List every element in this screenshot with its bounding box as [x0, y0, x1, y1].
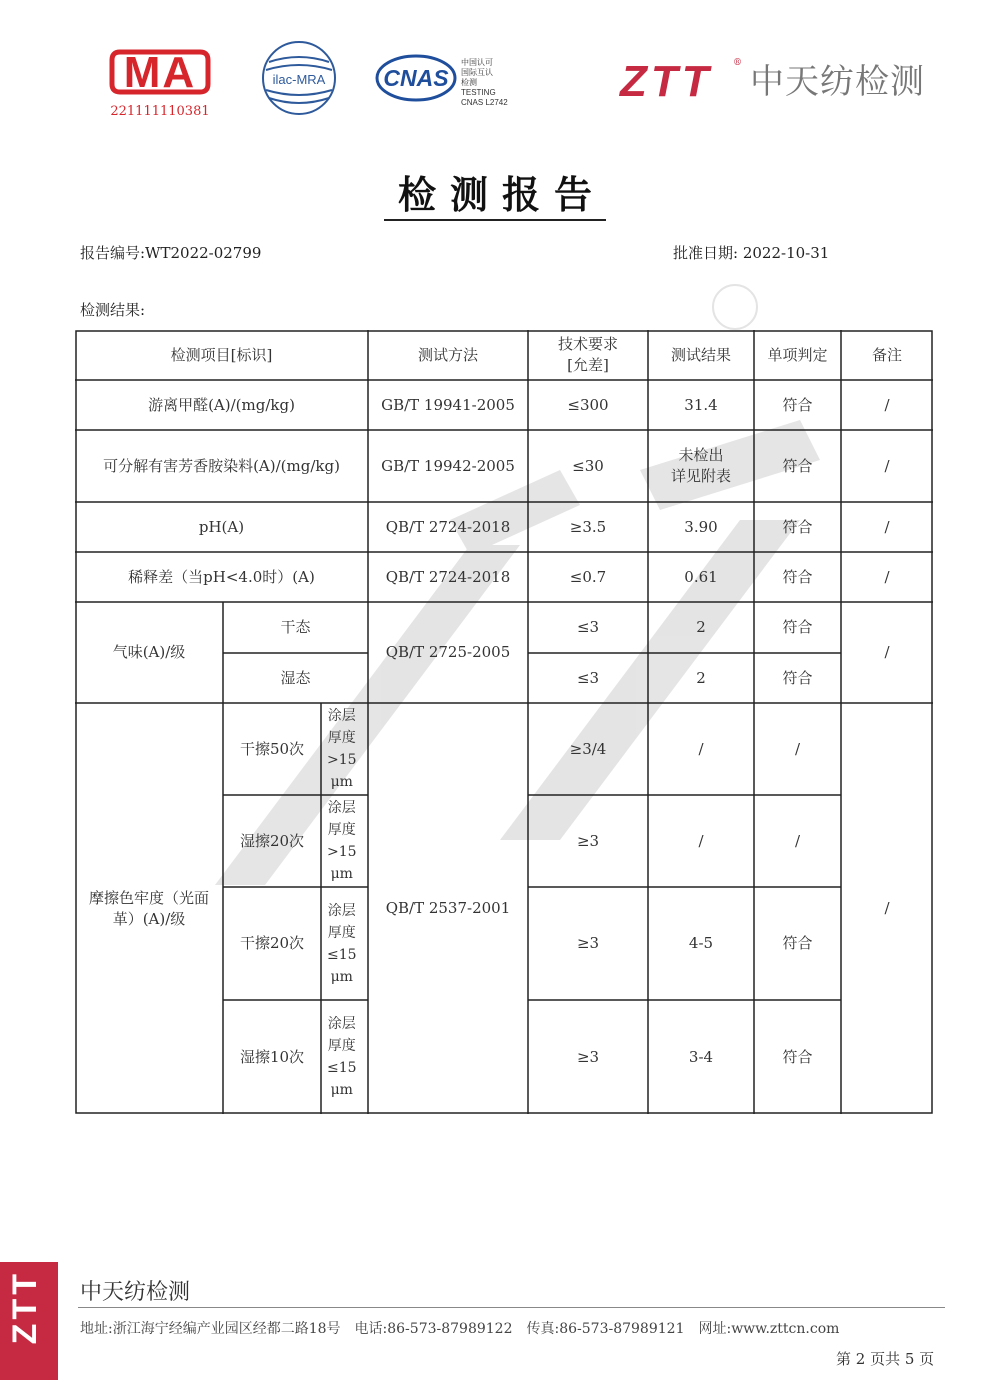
report-number: 报告编号:WT2022-02799	[80, 244, 262, 262]
odor-sub-label: 干态	[280, 618, 311, 636]
odor-item: 气味(A)/级	[112, 643, 186, 661]
row-method: GB/T 19942-2005	[381, 456, 515, 475]
row-remark: /	[884, 567, 890, 586]
odor-judgement: 符合	[782, 668, 813, 687]
rub-result: 4-5	[688, 934, 714, 952]
rub-sub-condition: 涂层 厚度 >15 μm	[327, 708, 357, 790]
rub-sub-label: 干擦50次	[239, 739, 305, 758]
ilac-logo-text: ilac-MRA	[272, 72, 326, 87]
odor-judgement: 符合	[782, 618, 813, 636]
row-remark: /	[884, 517, 890, 536]
cma-number: 221111110381	[110, 104, 210, 119]
rub-requirement: ≥3	[576, 1047, 600, 1066]
approval-date: 批准日期: 2022-10-31	[673, 244, 830, 262]
rub-judgement: 符合	[782, 1047, 813, 1066]
cnas-side-text: 中国认可 国际互认 检测 TESTING CNAS L2742	[461, 58, 508, 107]
footer-contact: 地址:浙江海宁经编产业园区经都二路18号 电话:86-573-87989122 传真:86-573-87989121 网址:www.zttcn.com	[80, 1321, 840, 1337]
rub-judgement: /	[794, 831, 801, 850]
row-method: QB/T 2724-2018	[385, 567, 511, 586]
rub-sub-condition: 涂层 厚度 ≤15 μm	[327, 1016, 357, 1098]
footer-divider	[78, 1307, 945, 1308]
footer-brand-logo: ZTT	[6, 1270, 44, 1345]
row-requirement: ≥3.5	[569, 517, 607, 536]
brand-chinese-name: 中天纺检测	[750, 62, 925, 102]
row-item: pH(A)	[198, 517, 245, 536]
odor-method: QB/T 2725-2005	[385, 643, 511, 661]
row-judgement: 符合	[782, 456, 813, 475]
row-item: 可分解有害芳香胺染料(A)/(mg/kg)	[103, 456, 340, 475]
report-title: 检测报告	[0, 164, 990, 219]
header-result: 测试结果	[670, 345, 731, 364]
rub-result: /	[698, 739, 704, 758]
rub-result: 3-4	[688, 1047, 714, 1066]
odor-requirement: ≤3	[576, 668, 600, 687]
faint-seal-mark	[712, 284, 758, 330]
rub-judgement: 符合	[782, 934, 813, 952]
rub-requirement: ≥3	[576, 934, 600, 952]
row-remark: /	[884, 456, 890, 475]
header-requirement: 技术要求 [允差]	[557, 335, 618, 374]
rub-remark: /	[884, 899, 890, 917]
rub-sub-label: 湿擦10次	[239, 1047, 305, 1066]
results-table	[75, 330, 933, 1114]
footer-company-name: 中天纺检测	[80, 1280, 191, 1305]
row-method: GB/T 19941-2005	[381, 395, 515, 414]
odor-sub-label: 湿态	[280, 668, 311, 687]
row-result: 31.4	[684, 395, 718, 414]
cnas-logo	[375, 54, 457, 102]
rub-sub-condition: 涂层 厚度 ≤15 μm	[327, 902, 357, 985]
row-result: 0.61	[684, 567, 718, 586]
row-requirement: ≤300	[567, 395, 609, 414]
row-requirement: ≤30	[572, 456, 604, 475]
rub-result: /	[698, 831, 704, 850]
rub-method: QB/T 2537-2001	[385, 899, 511, 917]
header-item: 检测项目[标识]	[170, 345, 273, 364]
rub-item: 摩擦色牢度（光面 革）(A)/级	[88, 888, 209, 928]
row-item: 游离甲醛(A)/(mg/kg)	[148, 395, 295, 414]
row-requirement: ≤0.7	[569, 567, 607, 586]
odor-requirement: ≤3	[576, 618, 600, 636]
footer-brand-bar	[0, 1262, 58, 1380]
row-judgement: 符合	[782, 395, 813, 414]
odor-result: 2	[696, 668, 706, 687]
cma-logo-text: MA	[123, 48, 197, 97]
row-judgement: 符合	[782, 517, 813, 536]
row-result: 未检出 详见附表	[670, 446, 731, 485]
row-item: 稀释差（当pH<4.0时）(A)	[128, 567, 315, 586]
results-label: 检测结果:	[80, 301, 146, 319]
odor-remark: /	[884, 643, 890, 661]
row-judgement: 符合	[782, 567, 813, 586]
rub-requirement: ≥3	[576, 831, 600, 850]
page-number: 第 2 页共 5 页	[836, 1350, 935, 1368]
row-remark: /	[884, 395, 890, 414]
odor-result: 2	[696, 618, 706, 636]
row-result: 3.90	[684, 517, 718, 536]
header-judgement: 单项判定	[767, 345, 828, 364]
cma-logo	[108, 46, 212, 120]
header-remark: 备注	[871, 345, 902, 364]
rub-sub-condition: 涂层 厚度 >15 μm	[327, 800, 357, 882]
registered-mark: ®	[733, 58, 742, 68]
rub-sub-label: 干擦20次	[239, 934, 305, 952]
ztt-brand-logo: ZTT	[620, 57, 713, 106]
row-method: QB/T 2724-2018	[385, 517, 511, 536]
ilac-mra-logo	[261, 40, 337, 116]
rub-requirement: ≥3/4	[569, 739, 607, 758]
cnas-logo-text: CNAS	[383, 65, 449, 91]
rub-judgement: /	[794, 739, 801, 758]
header-method: 测试方法	[417, 345, 478, 364]
inspection-seal	[950, 600, 990, 790]
rub-sub-label: 湿擦20次	[239, 831, 305, 850]
